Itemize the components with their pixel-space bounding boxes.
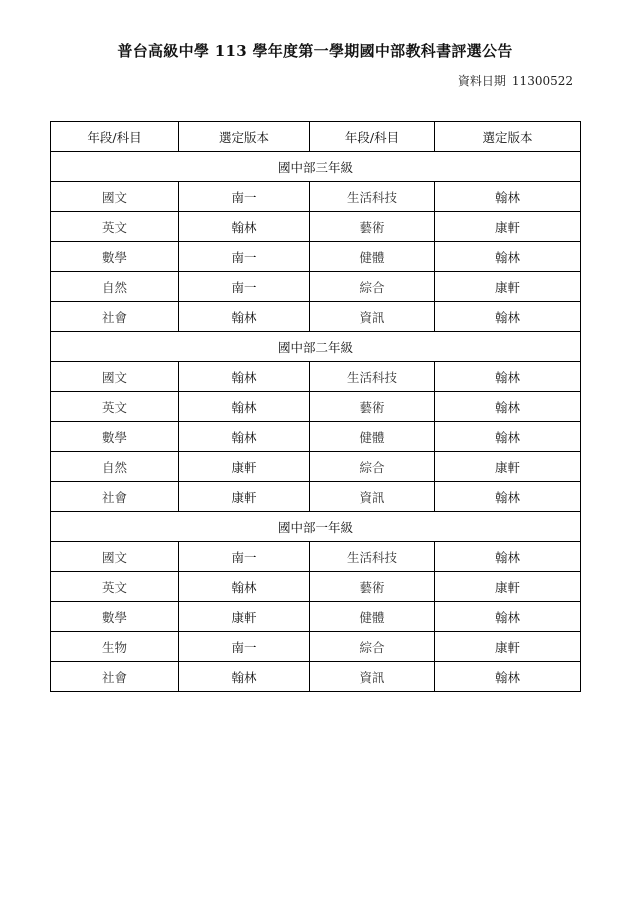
version-cell-right: 康軒 xyxy=(435,452,581,482)
subject-cell-right: 生活科技 xyxy=(310,182,435,212)
subject-cell-left: 生物 xyxy=(51,632,179,662)
version-cell-left: 南一 xyxy=(179,542,310,572)
header-row xyxy=(51,122,581,152)
subject-cell-right: 生活科技 xyxy=(310,542,435,572)
version-cell-left: 南一 xyxy=(179,242,310,272)
subject-cell-left: 自然 xyxy=(51,272,179,302)
grade-heading: 國中部三年級 xyxy=(51,152,581,182)
subject-cell-left: 社會 xyxy=(51,302,179,332)
version-cell-left: 康軒 xyxy=(179,602,310,632)
header-grade-subject-right: 年段/科目 xyxy=(310,122,435,152)
version-cell-right: 翰林 xyxy=(435,602,581,632)
subject-cell-left: 國文 xyxy=(51,182,179,212)
subject-cell-right: 綜合 xyxy=(310,452,435,482)
version-cell-left: 翰林 xyxy=(179,392,310,422)
table-row xyxy=(51,572,581,602)
subject-cell-left: 數學 xyxy=(51,242,179,272)
subject-cell-right: 健體 xyxy=(310,602,435,632)
version-cell-left: 翰林 xyxy=(179,662,310,692)
table-row xyxy=(51,602,581,632)
table-row xyxy=(51,542,581,572)
subject-cell-right: 生活科技 xyxy=(310,362,435,392)
version-cell-right: 翰林 xyxy=(435,482,581,512)
subject-cell-right: 健體 xyxy=(310,422,435,452)
subject-cell-right: 藝術 xyxy=(310,392,435,422)
grade-group-row xyxy=(51,152,581,182)
data-date-value: 11300522 xyxy=(511,74,573,88)
version-cell-right: 翰林 xyxy=(435,182,581,212)
version-cell-right: 康軒 xyxy=(435,572,581,602)
subject-cell-right: 綜合 xyxy=(310,272,435,302)
table-row xyxy=(51,422,581,452)
table-body xyxy=(51,152,581,692)
table-row xyxy=(51,302,581,332)
header-version-right: 選定版本 xyxy=(435,122,581,152)
table-row xyxy=(51,362,581,392)
grade-heading: 國中部一年級 xyxy=(51,512,581,542)
version-cell-right: 康軒 xyxy=(435,272,581,302)
header-grade-subject-left: 年段/科目 xyxy=(51,122,179,152)
version-cell-right: 康軒 xyxy=(435,212,581,242)
subject-cell-left: 英文 xyxy=(51,392,179,422)
table-row xyxy=(51,452,581,482)
version-cell-right: 翰林 xyxy=(435,362,581,392)
subject-cell-left: 數學 xyxy=(51,422,179,452)
version-cell-right: 翰林 xyxy=(435,542,581,572)
subject-cell-right: 健體 xyxy=(310,242,435,272)
table-row xyxy=(51,662,581,692)
subject-cell-right: 藝術 xyxy=(310,572,435,602)
table-row xyxy=(51,212,581,242)
subject-cell-left: 國文 xyxy=(51,542,179,572)
version-cell-left: 南一 xyxy=(179,632,310,662)
grade-group-row xyxy=(51,332,581,362)
version-cell-right: 康軒 xyxy=(435,632,581,662)
subject-cell-right: 資訊 xyxy=(310,302,435,332)
subject-cell-left: 英文 xyxy=(51,572,179,602)
data-date xyxy=(452,72,573,89)
subject-cell-left: 英文 xyxy=(51,212,179,242)
version-cell-right: 翰林 xyxy=(435,422,581,452)
subject-cell-left: 國文 xyxy=(51,362,179,392)
version-cell-right: 翰林 xyxy=(435,662,581,692)
version-cell-left: 康軒 xyxy=(179,452,310,482)
subject-cell-left: 數學 xyxy=(51,602,179,632)
subject-cell-right: 綜合 xyxy=(310,632,435,662)
version-cell-left: 翰林 xyxy=(179,572,310,602)
table-row xyxy=(51,392,581,422)
version-cell-right: 翰林 xyxy=(435,242,581,272)
table-row xyxy=(51,272,581,302)
version-cell-left: 翰林 xyxy=(179,302,310,332)
grade-heading: 國中部二年級 xyxy=(51,332,581,362)
subject-cell-left: 社會 xyxy=(51,482,179,512)
subject-cell-left: 社會 xyxy=(51,662,179,692)
version-cell-right: 翰林 xyxy=(435,302,581,332)
version-cell-left: 翰林 xyxy=(179,362,310,392)
table-row xyxy=(51,182,581,212)
grade-group-row xyxy=(51,512,581,542)
version-cell-left: 南一 xyxy=(179,272,310,302)
textbook-table xyxy=(50,121,581,692)
table-row xyxy=(51,482,581,512)
version-cell-left: 翰林 xyxy=(179,422,310,452)
page-title: 普台高級中學 113 學年度第一學期國中部教科書評選公告 xyxy=(117,42,513,60)
subject-cell-right: 資訊 xyxy=(310,482,435,512)
subject-cell-right: 藝術 xyxy=(310,212,435,242)
subject-cell-left: 自然 xyxy=(51,452,179,482)
version-cell-left: 康軒 xyxy=(179,482,310,512)
data-date-label: 資料日期 xyxy=(457,74,506,88)
header-version-left: 選定版本 xyxy=(179,122,310,152)
version-cell-left: 翰林 xyxy=(179,212,310,242)
version-cell-right: 翰林 xyxy=(435,392,581,422)
table-row xyxy=(51,242,581,272)
subject-cell-right: 資訊 xyxy=(310,662,435,692)
version-cell-left: 南一 xyxy=(179,182,310,212)
table-row xyxy=(51,632,581,662)
